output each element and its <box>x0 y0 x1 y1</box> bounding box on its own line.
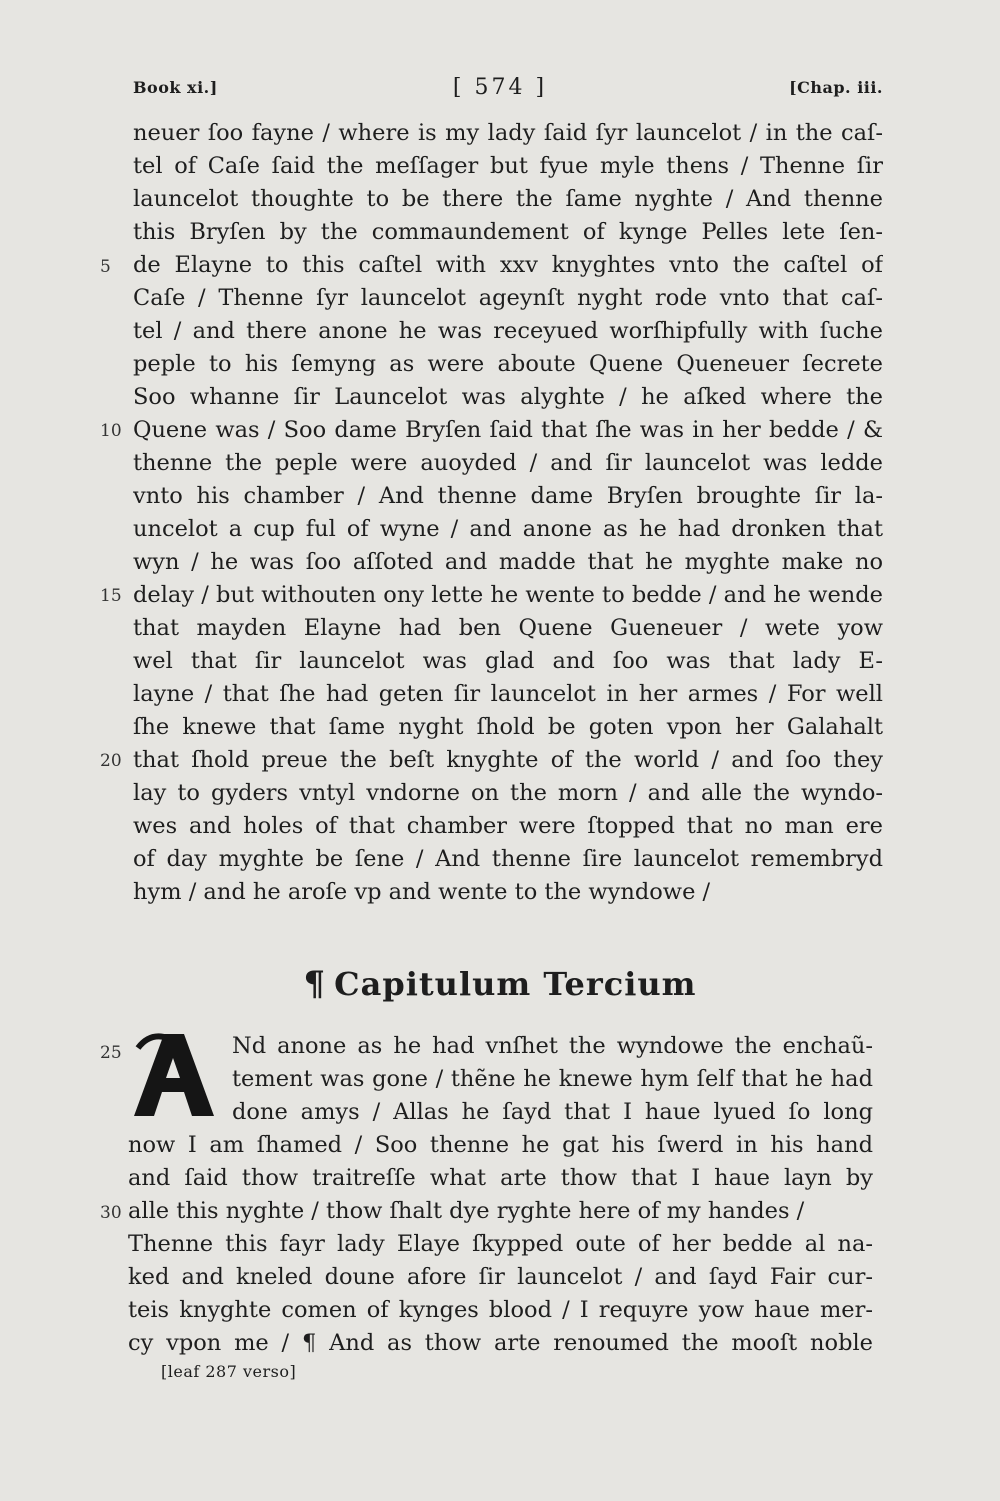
text-line: tement was gone / thẽne he knewe hym ſelf that he had <box>232 1066 873 1092</box>
text-line: delay / but withouten ony lette he wente to bedde / and he wende <box>133 582 883 608</box>
text-line: ſhe knewe that ſame nyght ſhold be goten vpon her Galahalt <box>133 714 883 740</box>
chapter-title: Capitulum Tercium <box>334 965 697 1003</box>
line-number: 30 <box>100 1203 122 1223</box>
text-line: cy vpon me / ¶ And as thow arte renoumed the mooſt noble <box>128 1330 873 1356</box>
text-line: Nd anone as he had vnſhet the wyndowe the enchaũ- <box>232 1033 873 1059</box>
pilcrow-icon: ¶ <box>303 964 327 1004</box>
text-line: lay to gyders vntyl vndorne on the morn / and alle the wyndo- <box>133 780 883 806</box>
text-line: wes and holes of that chamber were ſtopped that no man ere <box>133 813 883 839</box>
text-line: that ſhold preue the beſt knyghte of the world / and ſoo they <box>133 747 883 773</box>
text-line: wel that ſir launcelot was glad and ſoo was that lady E- <box>133 648 883 674</box>
text-line: tel / and there anone he was receyued worſhipfully with ſuche <box>133 318 883 344</box>
text-line: that mayden Elayne had ben Quene Gueneuer / wete yow <box>133 615 883 641</box>
line-number: 15 <box>100 586 122 606</box>
decorated-initial-icon <box>128 1028 220 1120</box>
text-line: Soo whanne ſir Launcelot was alyghte / he aſked where the <box>133 384 883 410</box>
page-number: [ 574 ] <box>452 75 548 100</box>
text-line: vnto his chamber / And thenne dame Bryſen broughte ſir la- <box>133 483 883 509</box>
text-line: Thenne this fayr lady Elaye ſkypped oute of her bedde al na- <box>128 1231 873 1257</box>
text-line: peple to his ſemyng as were aboute Quene Queneuer ſecrete <box>133 351 883 377</box>
line-number: 5 <box>100 257 111 277</box>
text-line: neuer ſoo fayne / where is my lady ſaid ſyr launcelot / in the caſ- <box>133 120 883 146</box>
text-line: thenne the peple were auoyded / and ſir launcelot was ledde <box>133 450 883 476</box>
text-line: teis knyghte comen of kynges blood / I requyre yow haue mer- <box>128 1297 873 1323</box>
text-line: now I am ſhamed / Soo thenne he gat his ſwerd in his hand <box>128 1132 873 1158</box>
line-number: 25 <box>100 1043 122 1063</box>
text-line: Quene was / Soo dame Bryſen ſaid that ſhe was in her bedde / & <box>133 417 883 443</box>
text-line: of day myghte be ſene / And thenne ſire launcelot remembryd <box>133 846 883 872</box>
line-number: 20 <box>100 751 122 771</box>
text-line: Caſe / Thenne ſyr launcelot ageynſt nyght rode vnto that caſ- <box>133 285 883 311</box>
text-line: hym / and he aroſe vp and wente to the wyndowe / <box>133 879 711 905</box>
leaf-reference: [leaf 287 verso] <box>161 1362 297 1381</box>
text-line: layne / that ſhe had geten ſir launcelot in her armes / For well <box>133 681 883 707</box>
text-line: and ſaid thow traitreſſe what arte thow that I haue layn by <box>128 1165 873 1191</box>
text-line: tel of Caſe ſaid the meſſager but fyue myle thens / Thenne ſir <box>133 153 883 179</box>
text-line: this Bryſen by the commaundement of kynge Pelles lete ſen- <box>133 219 883 245</box>
text-line: done amys / Allas he ſayd that I haue lyued ſo long <box>232 1099 873 1125</box>
running-head-chapter: [Chap. iii. <box>789 78 883 97</box>
text-line: wyn / he was ſoo aſſoted and madde that he myghte make no <box>133 549 883 575</box>
text-line: alle this nyghte / thow ſhalt dye ryghte here of my handes / <box>128 1198 805 1224</box>
text-line: launcelot thoughte to be there the ſame nyghte / And thenne <box>133 186 883 212</box>
chapter-heading <box>0 964 1000 1004</box>
line-number: 10 <box>100 421 122 441</box>
running-head-book: Book xi.] <box>133 78 218 97</box>
text-line: de Elayne to this caſtel with xxv knyghtes vnto the caſtel of <box>133 252 883 278</box>
text-line: uncelot a cup ful of wyne / and anone as he had dronken that <box>133 516 883 542</box>
text-line: ked and kneled doune afore ſir launcelot / and ſayd Fair cur- <box>128 1264 873 1290</box>
